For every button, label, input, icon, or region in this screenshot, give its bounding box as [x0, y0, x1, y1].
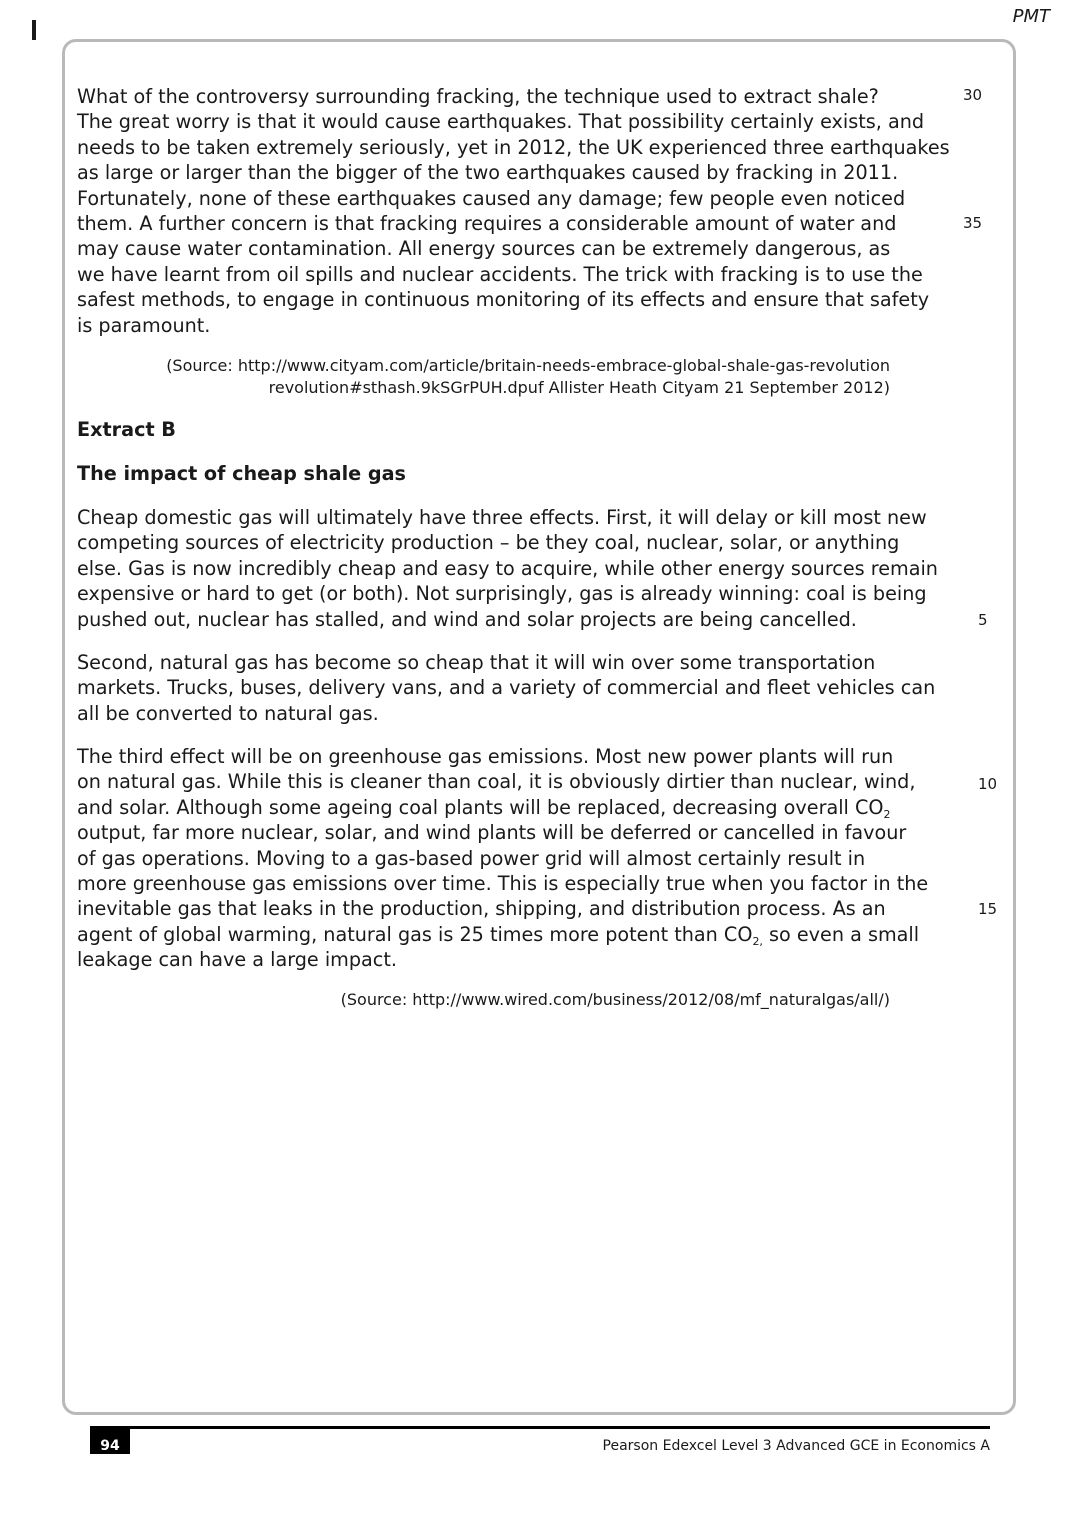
text-line: as large or larger than the bigger of the two earthquakes caused by fracking in 2011. — [77, 161, 899, 185]
text-line: pushed out, nuclear has stalled, and wind and solar projects are being cancelled. — [77, 607, 857, 631]
text-fragment: and solar. Although some ageing coal plants will be replaced, decreasing overall CO — [77, 795, 884, 819]
extract-b-paragraph-1 — [77, 505, 938, 632]
text-line: competing sources of electricity production – be they coal, nuclear, solar, or anything — [77, 531, 900, 555]
text-fragment: so even a small — [762, 922, 920, 946]
line-number-10: 10 — [978, 775, 998, 793]
text-line: inevitable gas that leaks in the production, shipping, and distribution process. As an — [77, 897, 886, 921]
extract-b-paragraph-2 — [77, 650, 935, 726]
text-line: What of the controversy surrounding fracking, the technique used to extract shale? — [77, 85, 879, 108]
text-line — [77, 922, 928, 947]
pmt-watermark: PMT — [1012, 6, 1050, 27]
subscript: 2, — [752, 934, 763, 948]
text-line: is paramount. — [77, 313, 211, 337]
text-line: all be converted to natural gas. — [77, 701, 379, 725]
text-line: on natural gas. While this is cleaner than coal, it is obviously dirtier than nuclear, wind, — [77, 770, 916, 794]
text-line — [77, 795, 928, 820]
line-number-30: 30 — [963, 86, 983, 104]
text-line: Cheap domestic gas will ultimately have three effects. First, it will delay or kill most new — [77, 506, 927, 529]
text-line: The great worry is that it would cause earthquakes. That possibility certainly exists, and — [77, 110, 925, 134]
text-line: markets. Trucks, buses, delivery vans, and a variety of commercial and fleet vehicles can — [77, 676, 936, 700]
extract-a-paragraph — [77, 84, 950, 338]
extract-b-source: (Source: http://www.wired.com/business/2012/08/mf_naturalgas/all/) — [340, 990, 890, 1009]
subscript: 2 — [883, 807, 891, 821]
text-line: safest methods, to engage in continuous monitoring of its effects and ensure that safety — [77, 288, 930, 312]
source-line: (Source: http://www.cityam.com/article/britain-needs-embrace-global-shale-gas-revolution — [166, 356, 890, 375]
extract-a-source — [166, 355, 890, 399]
text-line: The third effect will be on greenhouse gas emissions. Most new power plants will run — [77, 745, 894, 768]
text-line: expensive or hard to get (or both). Not surprisingly, gas is already winning: coal is being — [77, 582, 927, 606]
text-line: Second, natural gas has become so cheap that it will win over some transportation — [77, 651, 876, 674]
extract-b-title: The impact of cheap shale gas — [77, 462, 406, 485]
text-line: may cause water contamination. All energy sources can be extremely dangerous, as — [77, 237, 891, 261]
extract-b-paragraph-3 — [77, 744, 928, 973]
footer-title: Pearson Edexcel Level 3 Advanced GCE in Economics A — [602, 1438, 990, 1454]
text-fragment: agent of global warming, natural gas is 25 times more potent than CO — [77, 922, 753, 946]
line-number-5: 5 — [978, 611, 988, 629]
extract-b-label: Extract B — [77, 418, 176, 441]
text-line: we have learnt from oil spills and nuclear accidents. The trick with fracking is to use the — [77, 262, 923, 286]
line-number-15: 15 — [978, 900, 998, 918]
source-line: revolution#sthash.9kSGrPUH.dpuf Allister Heath Cityam 21 September 2012) — [268, 378, 890, 397]
text-line: needs to be taken extremely seriously, yet in 2012, the UK experienced three earthquakes — [77, 135, 950, 159]
text-line: Fortunately, none of these earthquakes caused any damage; few people even noticed — [77, 186, 906, 210]
text-line: output, far more nuclear, solar, and wind plants will be deferred or cancelled in favour — [77, 821, 907, 845]
text-line: of gas operations. Moving to a gas-based power grid will almost certainly result in — [77, 846, 866, 870]
text-line: more greenhouse gas emissions over time. This is especially true when you factor in the — [77, 872, 929, 896]
page-number: 94 — [90, 1429, 130, 1454]
margin-mark — [32, 20, 36, 40]
text-line: else. Gas is now incredibly cheap and easy to acquire, while other energy sources remain — [77, 556, 938, 580]
text-line: them. A further concern is that fracking requires a considerable amount of water and — [77, 212, 897, 236]
line-number-35: 35 — [963, 214, 983, 232]
text-line: leakage can have a large impact. — [77, 948, 397, 972]
